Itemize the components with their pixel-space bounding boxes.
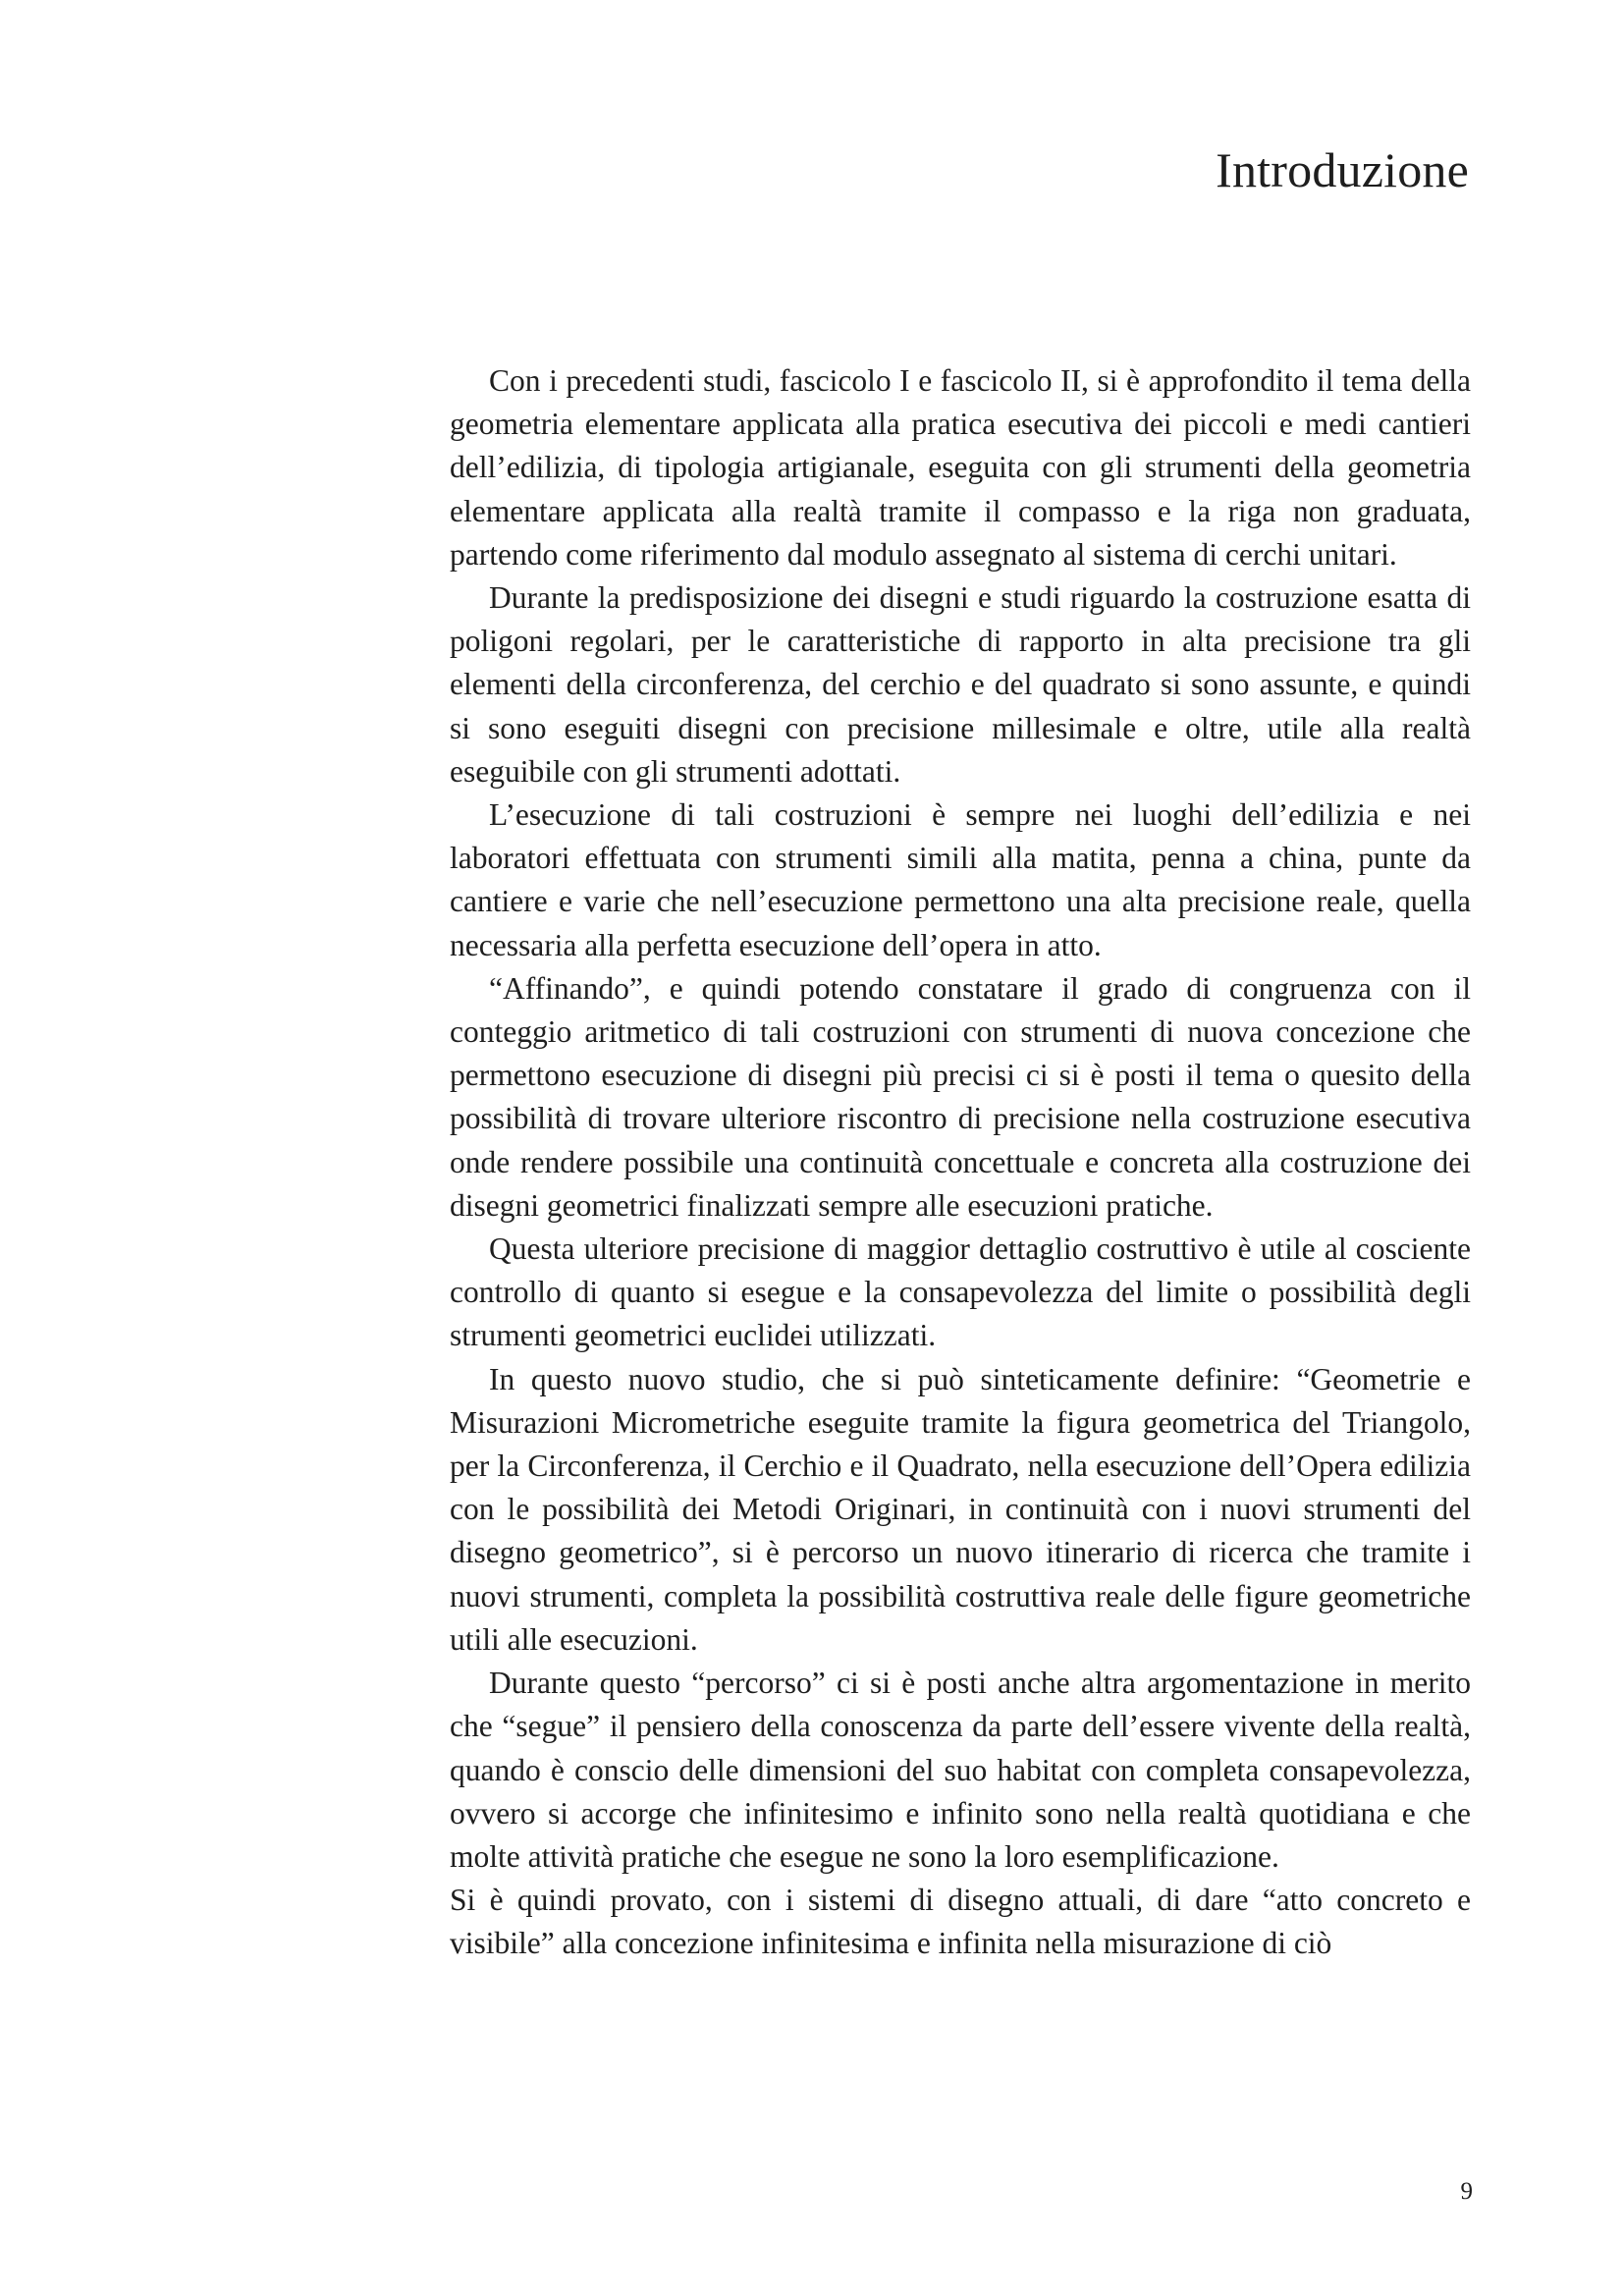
chapter-title: Introduzione <box>1216 142 1469 197</box>
paragraph: L’esecuzione di tali costruzioni è sempre nei luoghi dell’edilizia e nei laboratori effettuata con strumenti simili alla matita, penna a china, punte da cantiere e varie che nell’esecuzione permettono una alta precisione reale, quella necessaria alla perfetta esecuzione dell’opera in atto. <box>450 797 1471 962</box>
paragraph: Con i precedenti studi, fascicolo I e fascicolo II, si è approfondito il tema della geometria elementare applicata alla pratica esecutiva dei piccoli e medi cantieri dell’edilizia, di tipologia artigianale, eseguita con gli strumenti della geometria elementare applicata alla realtà tramite il compasso e la riga non graduata, partendo come riferimento dal modulo assegnato al sistema di cerchi unitari. <box>450 363 1471 572</box>
paragraph: Durante la predisposizione dei disegni e studi riguardo la costruzione esatta di poligoni regolari, per le caratteristiche di rapporto in alta precisione tra gli elementi della circonferenza, del cerchio e del quadrato si sono assunte, e quindi si sono eseguiti disegni con precisione millesimale e oltre, utile alla realtà eseguibile con gli strumenti adottati. <box>450 580 1471 789</box>
paragraph: Durante questo “percorso” ci si è posti anche altra argomentazione in merito che “segue” il pensiero della conoscenza da parte dell’essere vivente della realtà, quando è conscio delle dimensioni del suo habitat con completa consapevolezza, ovvero si accorge che infinitesimo e infinito sono nella realtà quotidiana e che molte attività pratiche che esegue ne sono la loro esemplificazione. <box>450 1666 1471 1874</box>
body-text <box>450 359 1471 1966</box>
paragraph-continued: Si è quindi provato, con i sistemi di disegno attuali, di dare “atto concreto e visibile” alla concezione infinitesima e infinita nella misurazione di ciò <box>450 1883 1471 1961</box>
paragraph: Questa ulteriore precisione di maggior dettaglio costruttivo è utile al cosciente controllo di quanto si esegue e la consapevolezza del limite o possibilità degli strumenti geometrici euclidei utilizzati. <box>450 1231 1471 1353</box>
page-number: 9 <box>1460 2178 1473 2205</box>
paragraph: “Affinando”, e quindi potendo constatare il grado di congruenza con il conteggio aritmetico di tali costruzioni con strumenti di nuova concezione che permettono esecuzione di disegni più precisi ci si è posti il tema o quesito della possibilità di trovare ulteriore riscontro di precisione nella costruzione esecutiva onde rendere possibile una continuità concettuale e concreta alla costruzione dei disegni geometrici finalizzati sempre alle esecuzioni pratiche. <box>450 970 1471 1223</box>
paragraph: In questo nuovo studio, che si può sinteticamente definire: “Geometrie e Misurazioni Micrometriche eseguite tramite la figura geometrica del Triangolo, per la Circonferenza, il Cerchio e il Quadrato, nella esecuzione dell’Opera edilizia con le possibilità dei Metodi Originari, in continuità con i nuovi strumenti del disegno geometrico”, si è percorso un nuovo itinerario di ricerca che tramite i nuovi strumenti, completa la possibilità costruttiva reale delle figure geometriche utili alle esecuzioni. <box>450 1361 1471 1657</box>
